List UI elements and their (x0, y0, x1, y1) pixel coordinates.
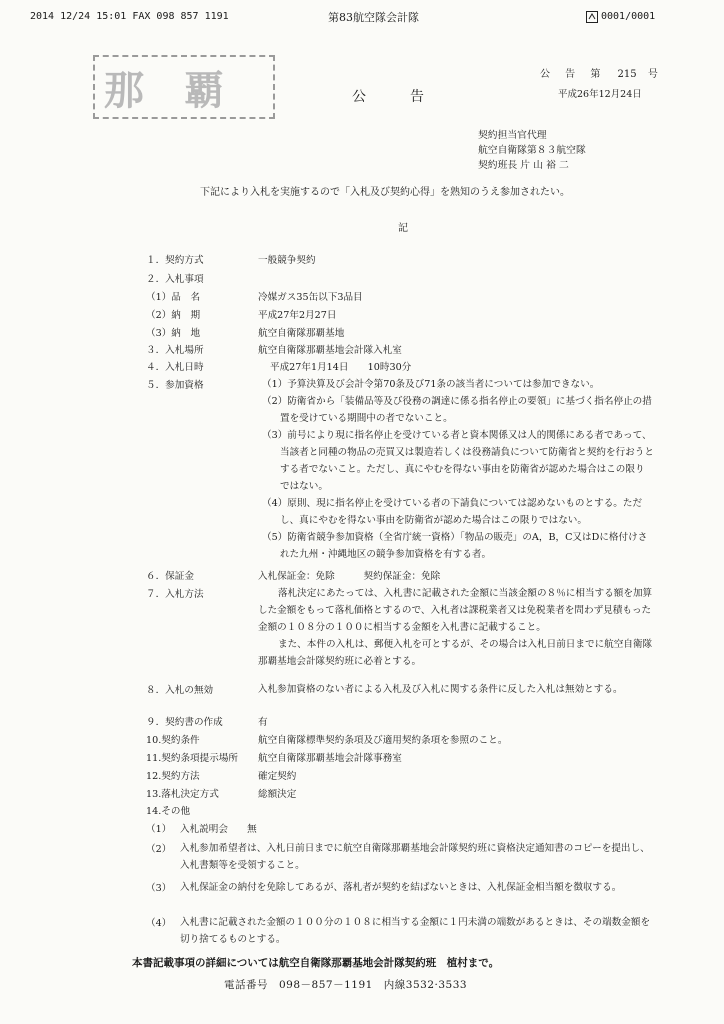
item-value: 平成27年1月14日 10時30分 (270, 362, 412, 373)
other-number: （4） (146, 918, 172, 929)
qualification-item: （5）防衛省競争参加資格（全省庁統一資格）「物品の販売」のA，B，C又はDに格付けされた九州・沖縄地区の競争参加資格を有する者。 (262, 532, 648, 560)
item-label: 12.契約方法 (146, 771, 200, 782)
deposit-value: 入札保証金：免除 契約保証金：免除 (258, 571, 441, 582)
naha-stamp: 那覇 (93, 55, 275, 119)
item-value: 航空自衛隊那覇基地 (258, 328, 345, 339)
item-label: ３．入札場所 (146, 345, 204, 356)
deposit-label: ６．保証金 (146, 571, 194, 582)
item-value: 平成27年2月27日 (258, 310, 337, 321)
issuer (478, 128, 586, 173)
issuer-line: 契約担当官代理 (478, 130, 547, 141)
item-value: 一般競争契約 (258, 255, 316, 266)
other-text: 入札保証金の納付を免除してあるが、落札者が契約を結ばないときは、入札保証金相当額を徴収する。 (180, 882, 622, 893)
method-text (258, 585, 654, 670)
other-text: 入札説明会 無 (180, 824, 257, 835)
issuer-line: 航空自衛隊第８３航空隊 (478, 145, 586, 156)
item-label: 14.その他 (146, 806, 191, 817)
page-title: 公告 (352, 89, 468, 105)
item-value: 航空自衛隊標準契約条項及び適用契約条項を参照のこと。 (258, 735, 508, 746)
item-value: 航空自衛隊那覇基地会計隊入札室 (258, 345, 402, 356)
other-number: （1） (146, 824, 172, 835)
item-label: （3）納 地 (146, 328, 201, 339)
qualification-list (262, 376, 654, 563)
item-value: 総額決定 (258, 789, 297, 800)
notice-date: 平成26年12月24日 (558, 89, 642, 100)
item-label: 10.契約条件 (146, 735, 200, 746)
issuer-line: 契約班長 片 山 裕 二 (478, 160, 569, 171)
invalid-text: 入札参加資格のない者による入札及び入札に関する条件に反した入札は無効とする。 (258, 684, 623, 695)
other-number: （3） (146, 883, 172, 894)
item-label: 11.契約条項提示場所 (146, 753, 239, 764)
item-label: 13.落札決定方式 (146, 789, 219, 800)
item-value: 確定契約 (258, 771, 297, 782)
item-label: （2）納 期 (146, 310, 201, 321)
qualification-item: （4）原則、現に指名停止を受けている者の下請負については認めないものとする。ただし、真にやむを得ない事由を防衛省が認めた場合はこの限りではない。 (262, 498, 643, 526)
item-label: ５．参加資格 (146, 380, 204, 391)
fax-datetime: 2014 12/24 15:01 FAX 098 857 1191 (30, 11, 229, 22)
item-label: （1）品 名 (146, 292, 201, 303)
method-label: ７．入札方法 (146, 589, 204, 600)
method-paragraph: また、本件の入札は、郵便入札を可とするが、その場合は入札日前日までに航空自衛隊那覇基地会計隊契約班に必着とする。 (258, 639, 653, 667)
fax-page (586, 11, 655, 23)
fax-page-number: 0001/0001 (601, 11, 656, 22)
fax-org: 第83航空隊会計隊 (328, 11, 419, 24)
qualification-item: （1）予算決算及び会計令第70条及び71条の該当者については参加できない。 (262, 379, 600, 390)
method-paragraph: 落札決定にあたっては、入札書に記載された金額に当該金額の８％に相当する額を加算した金額をもって落札価格とするので、入札者は課税業者又は免税業者を問わず見積もった金額の１０８分の１００に相当する金額を入札書に記載すること。 (258, 588, 653, 633)
item-value: 冷媒ガス35缶以下3品目 (258, 292, 363, 303)
item-label: １．契約方式 (146, 255, 204, 266)
other-text: 入札書に記載された金額の１００分の１０８に相当する金額に１円未満の端数があるときは、その端数金額を切り捨てるものとする。 (180, 917, 651, 945)
contact-phone: 電話番号 098－857－1191 内線3532·3533 (224, 979, 468, 991)
item-label: ４．入札日時 (146, 362, 204, 373)
item-value: 有 (258, 717, 268, 728)
intro-text: 下記により入札を実施するので「入札及び契約心得」を熟知のうえ参加されたい。 (200, 187, 570, 198)
qualification-item: （2）防衛省から「装備品等及び役務の調達に係る指名停止の要領」に基づく指名停止の措置を受けている期間中の者でないこと。 (262, 396, 652, 424)
item-value: 航空自衛隊那覇基地会計隊事務室 (258, 753, 402, 764)
notice-number: 公 告 第 215 号 (540, 69, 658, 80)
contact-text: 本書記載事項の詳細については航空自衛隊那覇基地会計隊契約班 植村まで。 (132, 957, 500, 969)
invalid-label: ８．入札の無効 (146, 685, 214, 696)
item-label: ９．契約書の作成 (146, 717, 223, 728)
other-text: 入札参加希望者は、入札日前日までに航空自衛隊那覇基地会計隊契約班に資格決定通知書のコピーを提出し、入札書類等を受領すること。 (180, 843, 650, 871)
ki-heading: 記 (398, 223, 408, 234)
item-label: ２．入札事項 (146, 274, 204, 285)
fax-page-icon (586, 11, 598, 23)
other-number: （2） (146, 844, 172, 855)
qualification-item: （3）前号により現に指名停止を受けている者と資本関係又は人的関係にある者であって、当該者と同種の物品の売買又は製造若しくは役務請負について防衛省と契約を行おうとする者でないこと。ただし、真にやむを得ない事由を防衛省が認めた場合はこの限りではない。 (262, 430, 654, 492)
